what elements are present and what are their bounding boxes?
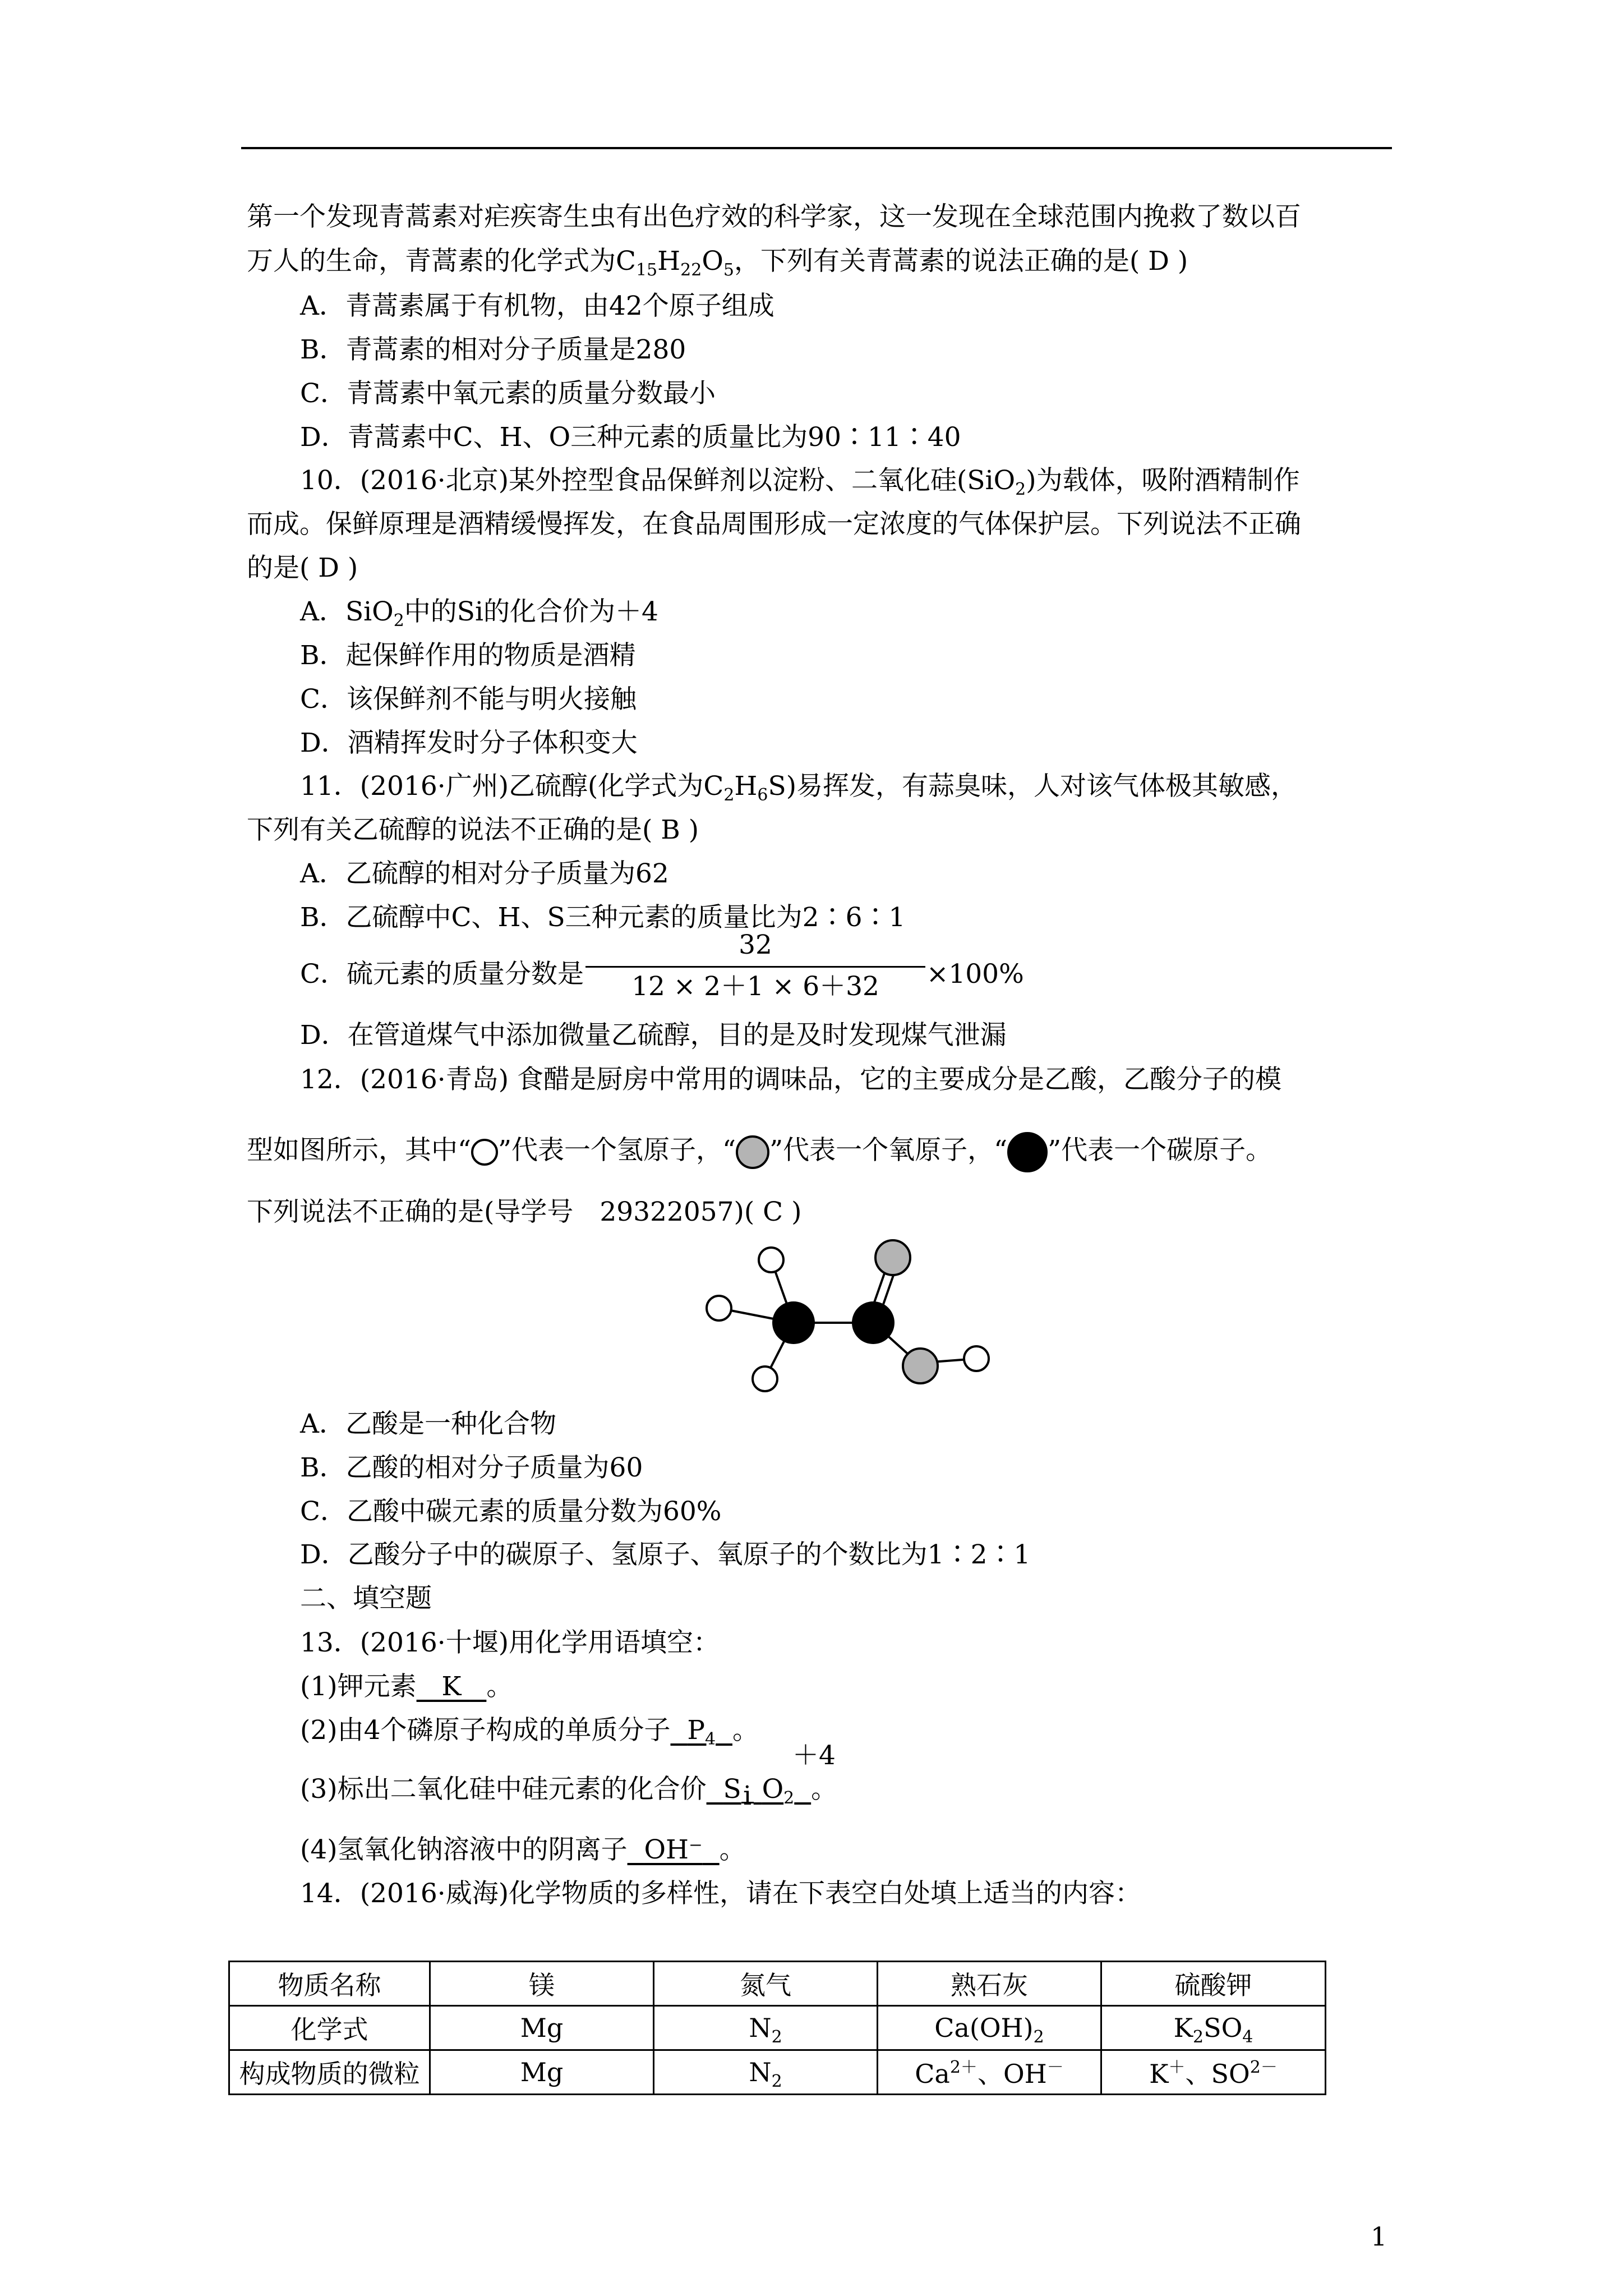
q13-part1: (1)钾元素 K 。 (300, 1671, 513, 1702)
table-cell: Mg (430, 2050, 654, 2095)
table-header-cell: 硫酸钾 (1101, 1962, 1326, 2006)
q11-option-c-label: C．硫元素的质量分数是 (300, 959, 584, 990)
table-cell: $Ca^{2+}$、OH－ (878, 2050, 1101, 2095)
q9-option-d: D．青蒿素中C、H、O三种元素的质量比为90∶11∶40 (300, 422, 961, 453)
table-row (229, 1962, 1326, 2006)
q13-answer-3: Si $O_2$ (723, 1774, 795, 1811)
header-rule (241, 147, 1392, 149)
fraction-denominator: 12 × 2＋1 × 6＋32 (631, 971, 879, 1002)
q11-stem-line2: 下列有关乙硫醇的说法不正确的是( B ) (247, 815, 699, 845)
table-header-cell: 物质名称 (229, 1962, 430, 2006)
table-row (229, 2006, 1326, 2050)
q9-stem-line1: 第一个发现青蒿素对疟疾寄生虫有出色疗效的科学家，这一发现在全球范围内挽救了数以百 (247, 201, 1301, 232)
table-header-cell: 镁 (430, 1962, 654, 2006)
q13-part4: (4)氢氧化钠溶液中的阴离子 OH⁻ 。 (300, 1834, 746, 1865)
table-cell: $N_2$ (654, 2050, 878, 2095)
carbon-atom (772, 1301, 815, 1344)
hydrogen-atom (759, 1248, 783, 1272)
section-heading: 二、填空题 (300, 1583, 432, 1614)
table-cell: Mg (430, 2006, 654, 2050)
q11-option-b: B．乙硫醇中C、H、S三种元素的质量比为2∶6∶1 (300, 902, 906, 933)
table-row (229, 2050, 1326, 2095)
q12-stem-line1: 12．(2016·青岛) 食醋是厨房中常用的调味品，它的主要成分是乙酸，乙酸分子的模 (300, 1064, 1281, 1095)
oxygen-atom (875, 1240, 910, 1275)
table-cell: 构成物质的微粒 (229, 2050, 430, 2095)
q10-option-b: B．起保鲜作用的物质是酒精 (300, 640, 636, 671)
table-header-cell: 氮气 (654, 1962, 878, 2006)
q9-stem-line2: 万人的生命，青蒿素的化学式为$C_{15}H_{22}O_5$，下列有关青蒿素的说法正确的是( D ) (247, 246, 1188, 280)
oxygen-atom (903, 1349, 938, 1383)
fraction-numerator: 32 (739, 930, 772, 960)
table-cell: $Ca(OH)_2$ (878, 2006, 1101, 2050)
q12-option-b: B．乙酸的相对分子质量为60 (300, 1452, 643, 1483)
q12-stem-line3: 下列说法不正确的是(导学号 29322057)( C ) (247, 1197, 802, 1227)
q13-title: 13．(2016·十堰)用化学用语填空： (300, 1627, 720, 1658)
q9-option-b: B．青蒿素的相对分子质量是280 (300, 334, 686, 365)
carbon-atom-icon (1007, 1132, 1048, 1172)
q13-answer-4: OH⁻ (644, 1834, 703, 1865)
q13-answer-2: $P_4$ (687, 1715, 716, 1749)
q10-option-d: D．酒精挥发时分子体积变大 (300, 728, 638, 758)
hydrogen-atom-icon (471, 1139, 498, 1166)
q11-option-d: D．在管道煤气中添加微量乙硫醇，目的是及时发现煤气泄漏 (300, 1020, 1007, 1051)
hydrogen-atom (964, 1346, 989, 1371)
q14-title: 14．(2016·威海)化学物质的多样性，请在下表空白处填上适当的内容： (300, 1878, 1142, 1909)
carbon-atom (852, 1301, 895, 1344)
q12-option-d: D．乙酸分子中的碳原子、氢原子、氧原子的个数比为1∶2∶1 (300, 1539, 1031, 1570)
q12-stem-line2: 型如图所示，其中“ ”代表一个氢原子，“ ”代表一个氧原子，“ ”代表一个碳原子。 (247, 1132, 1272, 1172)
table-cell: $K_2SO_4$ (1101, 2006, 1326, 2050)
q10-stem-line2: 而成。保鲜原理是酒精缓慢挥发，在食品周围形成一定浓度的气体保护层。下列说法不正确 (247, 509, 1301, 540)
q10-option-c: C．该保鲜剂不能与明火接触 (300, 684, 637, 715)
q11-option-a: A．乙硫醇的相对分子质量为62 (300, 858, 669, 889)
table-cell: K＋、$SO^{2-}$ (1101, 2050, 1326, 2095)
q10-option-a: A．SiO$_2$中的Si的化合价为＋4 (300, 596, 658, 631)
fraction-bar (585, 966, 925, 968)
q9-option-a: A．青蒿素属于有机物，由42个原子组成 (300, 291, 774, 321)
q13-part3: (3)标出二氧化硅中硅元素的化合价 Si $O_2$ 。 (300, 1774, 838, 1811)
q13-valence-mark: ＋4 (792, 1740, 836, 1771)
q12-option-c: C．乙酸中碳元素的质量分数为60% (300, 1496, 722, 1527)
q13-part2: (2)由4个磷原子构成的单质分子 $P_4$ 。 (300, 1715, 759, 1749)
q12-option-a: A．乙酸是一种化合物 (300, 1409, 556, 1439)
page-number: 1 (1371, 2221, 1387, 2252)
hydrogen-atom (753, 1366, 777, 1391)
substance-table (228, 1961, 1326, 2095)
q10-stem-line1: 10．(2016·北京)某外控型食品保鲜剂以淀粉、二氧化硅(SiO$_2$)为载体，吸附酒精制作 (300, 465, 1300, 499)
table-header-cell: 熟石灰 (878, 1962, 1101, 2006)
table-cell: $N_2$ (654, 2006, 878, 2050)
acetic-acid-molecule-model (695, 1228, 1009, 1408)
hydrogen-atom (707, 1296, 731, 1320)
q13-answer-1: K (433, 1671, 470, 1702)
q11-stem-line1: 11．(2016·广州)乙硫醇(化学式为$C_2H_6S$)易挥发，有蒜臭味，人对该气体极其敏感， (300, 771, 1298, 805)
q11-option-c-suffix: ×100% (926, 959, 1024, 990)
q10-stem-line3: 的是( D ) (247, 553, 358, 583)
table-cell: 化学式 (229, 2006, 430, 2050)
oxygen-atom-icon (736, 1135, 769, 1169)
q9-option-c: C．青蒿素中氧元素的质量分数最小 (300, 378, 716, 409)
